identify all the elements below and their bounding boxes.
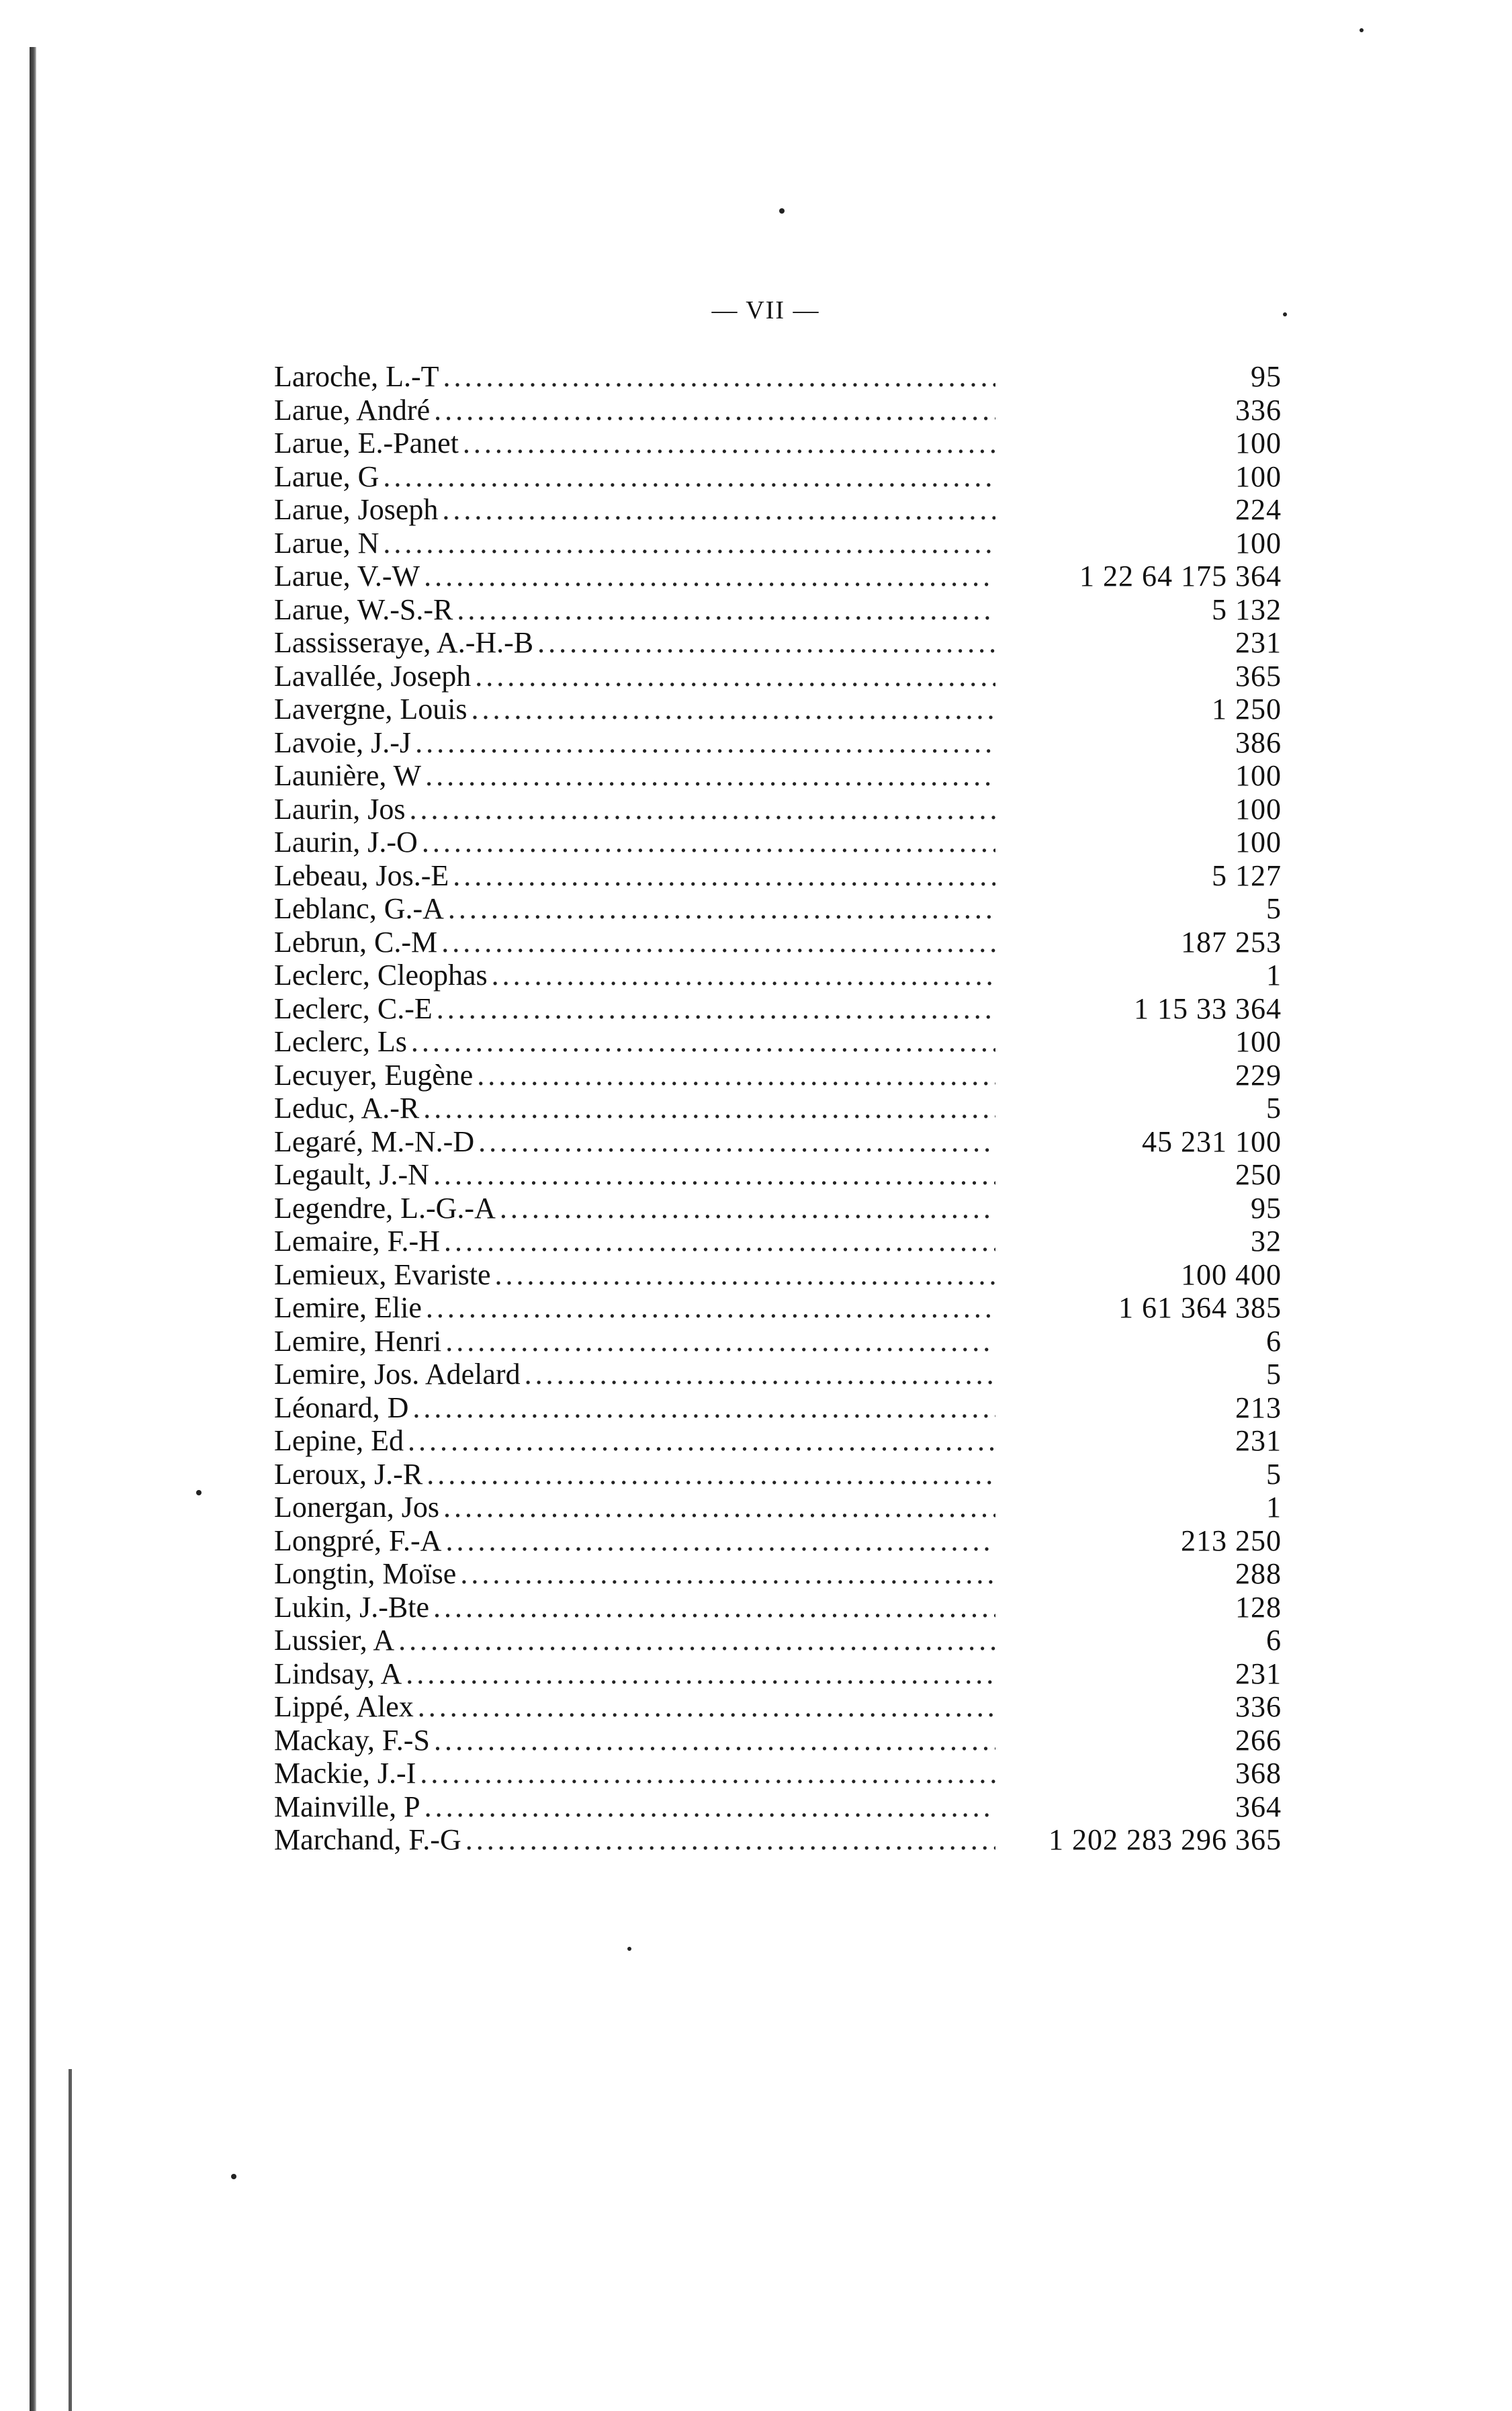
entry-name: Leduc, A.-R: [274, 1092, 420, 1125]
entry-page-numbers: 100: [1235, 759, 1282, 792]
dot-leader: [433, 1158, 995, 1192]
index-entry: [274, 1690, 1282, 1724]
entry-page-numbers: 336: [1235, 1690, 1282, 1723]
entry-name: Lussier, A: [274, 1624, 395, 1657]
index-entry: [274, 1125, 1282, 1159]
print-speck: [196, 1490, 202, 1495]
entry-name: Larue, V.-W: [274, 560, 420, 593]
dot-leader: [410, 793, 995, 826]
entry-page-numbers: 231: [1235, 1424, 1282, 1457]
entry-name: Lukin, J.-Bte: [274, 1590, 429, 1624]
dot-leader: [465, 1823, 995, 1857]
entry-page-numbers: 45 231 100: [1142, 1125, 1282, 1158]
index-entry: [274, 1624, 1282, 1657]
print-speck: [779, 208, 785, 214]
entry-name: Laroche, L.-T: [274, 360, 439, 393]
dot-leader: [442, 493, 995, 527]
entry-page-numbers: 100: [1235, 1025, 1282, 1058]
dot-leader: [492, 959, 995, 992]
dot-leader: [457, 593, 995, 627]
entry-name: Larue, N: [274, 526, 380, 560]
entry-page-numbers: 266: [1235, 1723, 1282, 1757]
dot-leader: [537, 626, 995, 660]
entry-page-numbers: 6: [1266, 1624, 1282, 1657]
entry-page-numbers: 100 400: [1181, 1258, 1282, 1291]
entry-page-numbers: 1 202 283 296 365: [1049, 1823, 1282, 1856]
dot-leader: [460, 1557, 995, 1591]
entry-page-numbers: 213 250: [1181, 1524, 1282, 1557]
entry-name: Mackay, F.-S: [274, 1723, 430, 1757]
dot-leader: [412, 1391, 995, 1425]
index-entry: [274, 1258, 1282, 1292]
index-entry: [274, 460, 1282, 494]
dot-leader: [415, 726, 995, 760]
entry-name: Lemire, Jos. Adelard: [274, 1358, 521, 1391]
entry-name: Lindsay, A: [274, 1657, 402, 1690]
dot-leader: [444, 1225, 995, 1258]
index-entry: [274, 1059, 1282, 1092]
dot-leader: [422, 826, 995, 859]
entry-name: Larue, Joseph: [274, 493, 439, 526]
entry-page-numbers: 364: [1235, 1790, 1282, 1823]
index-entry: [274, 493, 1282, 527]
index-entry: [274, 1724, 1282, 1757]
dot-leader: [441, 926, 995, 959]
entry-name: Leclerc, Cleophas: [274, 959, 488, 992]
entry-name: Lepine, Ed: [274, 1424, 404, 1457]
entry-name: Lemaire, F.-H: [274, 1225, 440, 1258]
index-entry: [274, 1358, 1282, 1391]
entry-name: Larue, W.-S.-R: [274, 593, 453, 626]
entry-name: Leroux, J.-R: [274, 1457, 423, 1491]
index-entry: [274, 1192, 1282, 1225]
entry-name: Laurin, Jos: [274, 792, 406, 826]
dot-leader: [424, 560, 995, 593]
entry-page-numbers: 250: [1235, 1158, 1282, 1191]
entry-page-numbers: 1 250: [1212, 693, 1282, 726]
index-entry: [274, 1557, 1282, 1591]
dot-leader: [463, 427, 995, 460]
entry-page-numbers: 32: [1251, 1225, 1282, 1258]
entry-name: Lavergne, Louis: [274, 693, 468, 726]
dot-leader: [500, 1192, 995, 1225]
entry-page-numbers: 229: [1235, 1058, 1282, 1092]
entry-page-numbers: 128: [1235, 1590, 1282, 1624]
index-entry: [274, 926, 1282, 959]
entry-name: Lavoie, J.-J: [274, 726, 412, 759]
index-entry: [274, 560, 1282, 593]
entry-page-numbers: 187 253: [1181, 925, 1282, 959]
entry-page-numbers: 95: [1251, 1191, 1282, 1225]
entry-page-numbers: 1 15 33 364: [1134, 992, 1282, 1025]
entry-name: Lebeau, Jos.-E: [274, 859, 449, 892]
entry-name: Leclerc, C.-E: [274, 992, 433, 1025]
entry-name: Longpré, F.-A: [274, 1524, 442, 1557]
dot-leader: [420, 1757, 995, 1790]
dot-leader: [472, 693, 995, 726]
index-entry: [274, 427, 1282, 460]
index-entry: [274, 859, 1282, 893]
entry-name: Longtin, Moïse: [274, 1557, 457, 1590]
index-entry: [274, 1225, 1282, 1258]
entry-name: Lippé, Alex: [274, 1690, 414, 1723]
entry-name: Mainville, P: [274, 1790, 420, 1823]
dot-leader: [425, 1790, 995, 1824]
index-entry: [274, 1757, 1282, 1790]
print-speck: [1283, 312, 1287, 316]
entry-name: Lonergan, Jos: [274, 1491, 440, 1524]
dot-leader: [443, 1491, 995, 1524]
index-entry: [274, 1291, 1282, 1325]
index-entry: [274, 1025, 1282, 1059]
dot-leader: [525, 1358, 995, 1391]
dot-leader: [453, 859, 995, 893]
page-number-header: — VII —: [711, 296, 820, 324]
dot-leader: [477, 1059, 995, 1092]
entry-page-numbers: 336: [1235, 393, 1282, 427]
dot-leader: [426, 1291, 995, 1325]
dot-leader: [445, 1325, 995, 1358]
binding-edge-mark: [69, 2069, 72, 2411]
print-speck: [627, 1947, 631, 1951]
index-entry: [274, 1325, 1282, 1358]
entry-page-numbers: 1 61 364 385: [1118, 1291, 1282, 1324]
entry-name: Larue, André: [274, 393, 431, 427]
index-entry: [274, 394, 1282, 427]
entry-page-numbers: 213: [1235, 1391, 1282, 1424]
dot-leader: [434, 1724, 995, 1757]
entry-name: Lemieux, Evariste: [274, 1258, 491, 1291]
dot-leader: [411, 1025, 995, 1059]
dot-leader: [433, 1591, 995, 1624]
entry-name: Legendre, L.-G.-A: [274, 1191, 496, 1225]
dot-leader: [383, 460, 995, 494]
entry-name: Larue, G: [274, 459, 380, 493]
entry-page-numbers: 5: [1266, 892, 1282, 925]
index-entry: [274, 1491, 1282, 1524]
entry-name: Mackie, J.-I: [274, 1757, 416, 1790]
dot-leader: [425, 759, 995, 793]
index-entry: [274, 527, 1282, 560]
dot-leader: [437, 992, 995, 1026]
entry-page-numbers: 100: [1235, 526, 1282, 560]
index-entry: [274, 759, 1282, 793]
index-entry: [274, 360, 1282, 394]
entry-page-numbers: 288: [1235, 1557, 1282, 1590]
entry-page-numbers: 5: [1266, 1457, 1282, 1491]
entry-page-numbers: 1: [1266, 1491, 1282, 1524]
index-entry: [274, 1458, 1282, 1491]
entry-name: Lemire, Elie: [274, 1291, 422, 1324]
entry-page-numbers: 5: [1266, 1092, 1282, 1125]
entry-page-numbers: 5: [1266, 1358, 1282, 1391]
entry-page-numbers: 100: [1235, 792, 1282, 826]
entry-name: Lassisseraye, A.-H.-B: [274, 626, 534, 659]
dot-leader: [495, 1258, 995, 1292]
dot-leader: [443, 360, 995, 394]
entry-name: Leclerc, Ls: [274, 1025, 407, 1058]
entry-page-numbers: 1 22 64 175 364: [1079, 560, 1282, 593]
dot-leader: [383, 527, 995, 560]
entry-name: Léonard, D: [274, 1391, 409, 1424]
index-entry: [274, 1823, 1282, 1857]
index-entry: [274, 1092, 1282, 1125]
entry-name: Larue, E.-Panet: [274, 427, 459, 459]
dot-leader: [475, 660, 995, 693]
entry-page-numbers: 100: [1235, 826, 1282, 859]
dot-leader: [423, 1092, 995, 1125]
index-entry: [274, 793, 1282, 826]
entry-name: Lebrun, C.-M: [274, 925, 438, 959]
entry-name: Marchand, F.-G: [274, 1823, 461, 1856]
dot-leader: [445, 1524, 995, 1558]
entry-page-numbers: 1: [1266, 959, 1282, 992]
dot-leader: [406, 1657, 995, 1691]
index-entry: [274, 1657, 1282, 1691]
entry-name: Legault, J.-N: [274, 1158, 429, 1191]
index-entry: [274, 660, 1282, 693]
entry-name: Launière, W: [274, 759, 422, 792]
entry-name: Leblanc, G.-A: [274, 892, 444, 925]
dot-leader: [398, 1624, 995, 1657]
binding-edge-shadow: [30, 47, 36, 2411]
index-entry: [274, 1524, 1282, 1558]
entry-name: Lecuyer, Eugène: [274, 1058, 474, 1092]
index-entry: [274, 992, 1282, 1026]
index-entry: [274, 1391, 1282, 1425]
dot-leader: [408, 1424, 995, 1458]
entry-page-numbers: 386: [1235, 726, 1282, 759]
entry-page-numbers: 231: [1235, 1657, 1282, 1690]
dot-leader: [418, 1690, 995, 1724]
index-entry: [274, 1158, 1282, 1192]
entry-page-numbers: 100: [1235, 427, 1282, 459]
entry-page-numbers: 6: [1266, 1324, 1282, 1358]
entry-page-numbers: 365: [1235, 659, 1282, 693]
entry-page-numbers: 231: [1235, 626, 1282, 659]
index-entry: [274, 693, 1282, 726]
entry-page-numbers: 5 127: [1212, 859, 1282, 892]
index-entry: [274, 726, 1282, 760]
entry-page-numbers: 224: [1235, 493, 1282, 526]
index-entry: [274, 959, 1282, 992]
dot-leader: [434, 394, 995, 427]
dot-leader: [427, 1458, 995, 1491]
index-entry: [274, 593, 1282, 627]
entry-page-numbers: 95: [1251, 360, 1282, 393]
entry-page-numbers: 368: [1235, 1757, 1282, 1790]
index-entry: [274, 826, 1282, 859]
print-speck: [1360, 28, 1364, 32]
entry-name: Laurin, J.-O: [274, 826, 418, 859]
entry-name: Legaré, M.-N.-D: [274, 1125, 475, 1158]
print-speck: [231, 2174, 236, 2179]
entry-page-numbers: 5 132: [1212, 593, 1282, 626]
index-entry: [274, 892, 1282, 926]
index-entry: [274, 1424, 1282, 1458]
index-entry: [274, 1591, 1282, 1624]
entry-page-numbers: 100: [1235, 459, 1282, 493]
entry-name: Lavallée, Joseph: [274, 659, 472, 693]
entry-name: Lemire, Henri: [274, 1324, 442, 1358]
dot-leader: [478, 1125, 995, 1159]
index-entry: [274, 1790, 1282, 1824]
name-index-list: [274, 360, 1282, 1857]
index-entry: [274, 626, 1282, 660]
dot-leader: [448, 892, 995, 926]
